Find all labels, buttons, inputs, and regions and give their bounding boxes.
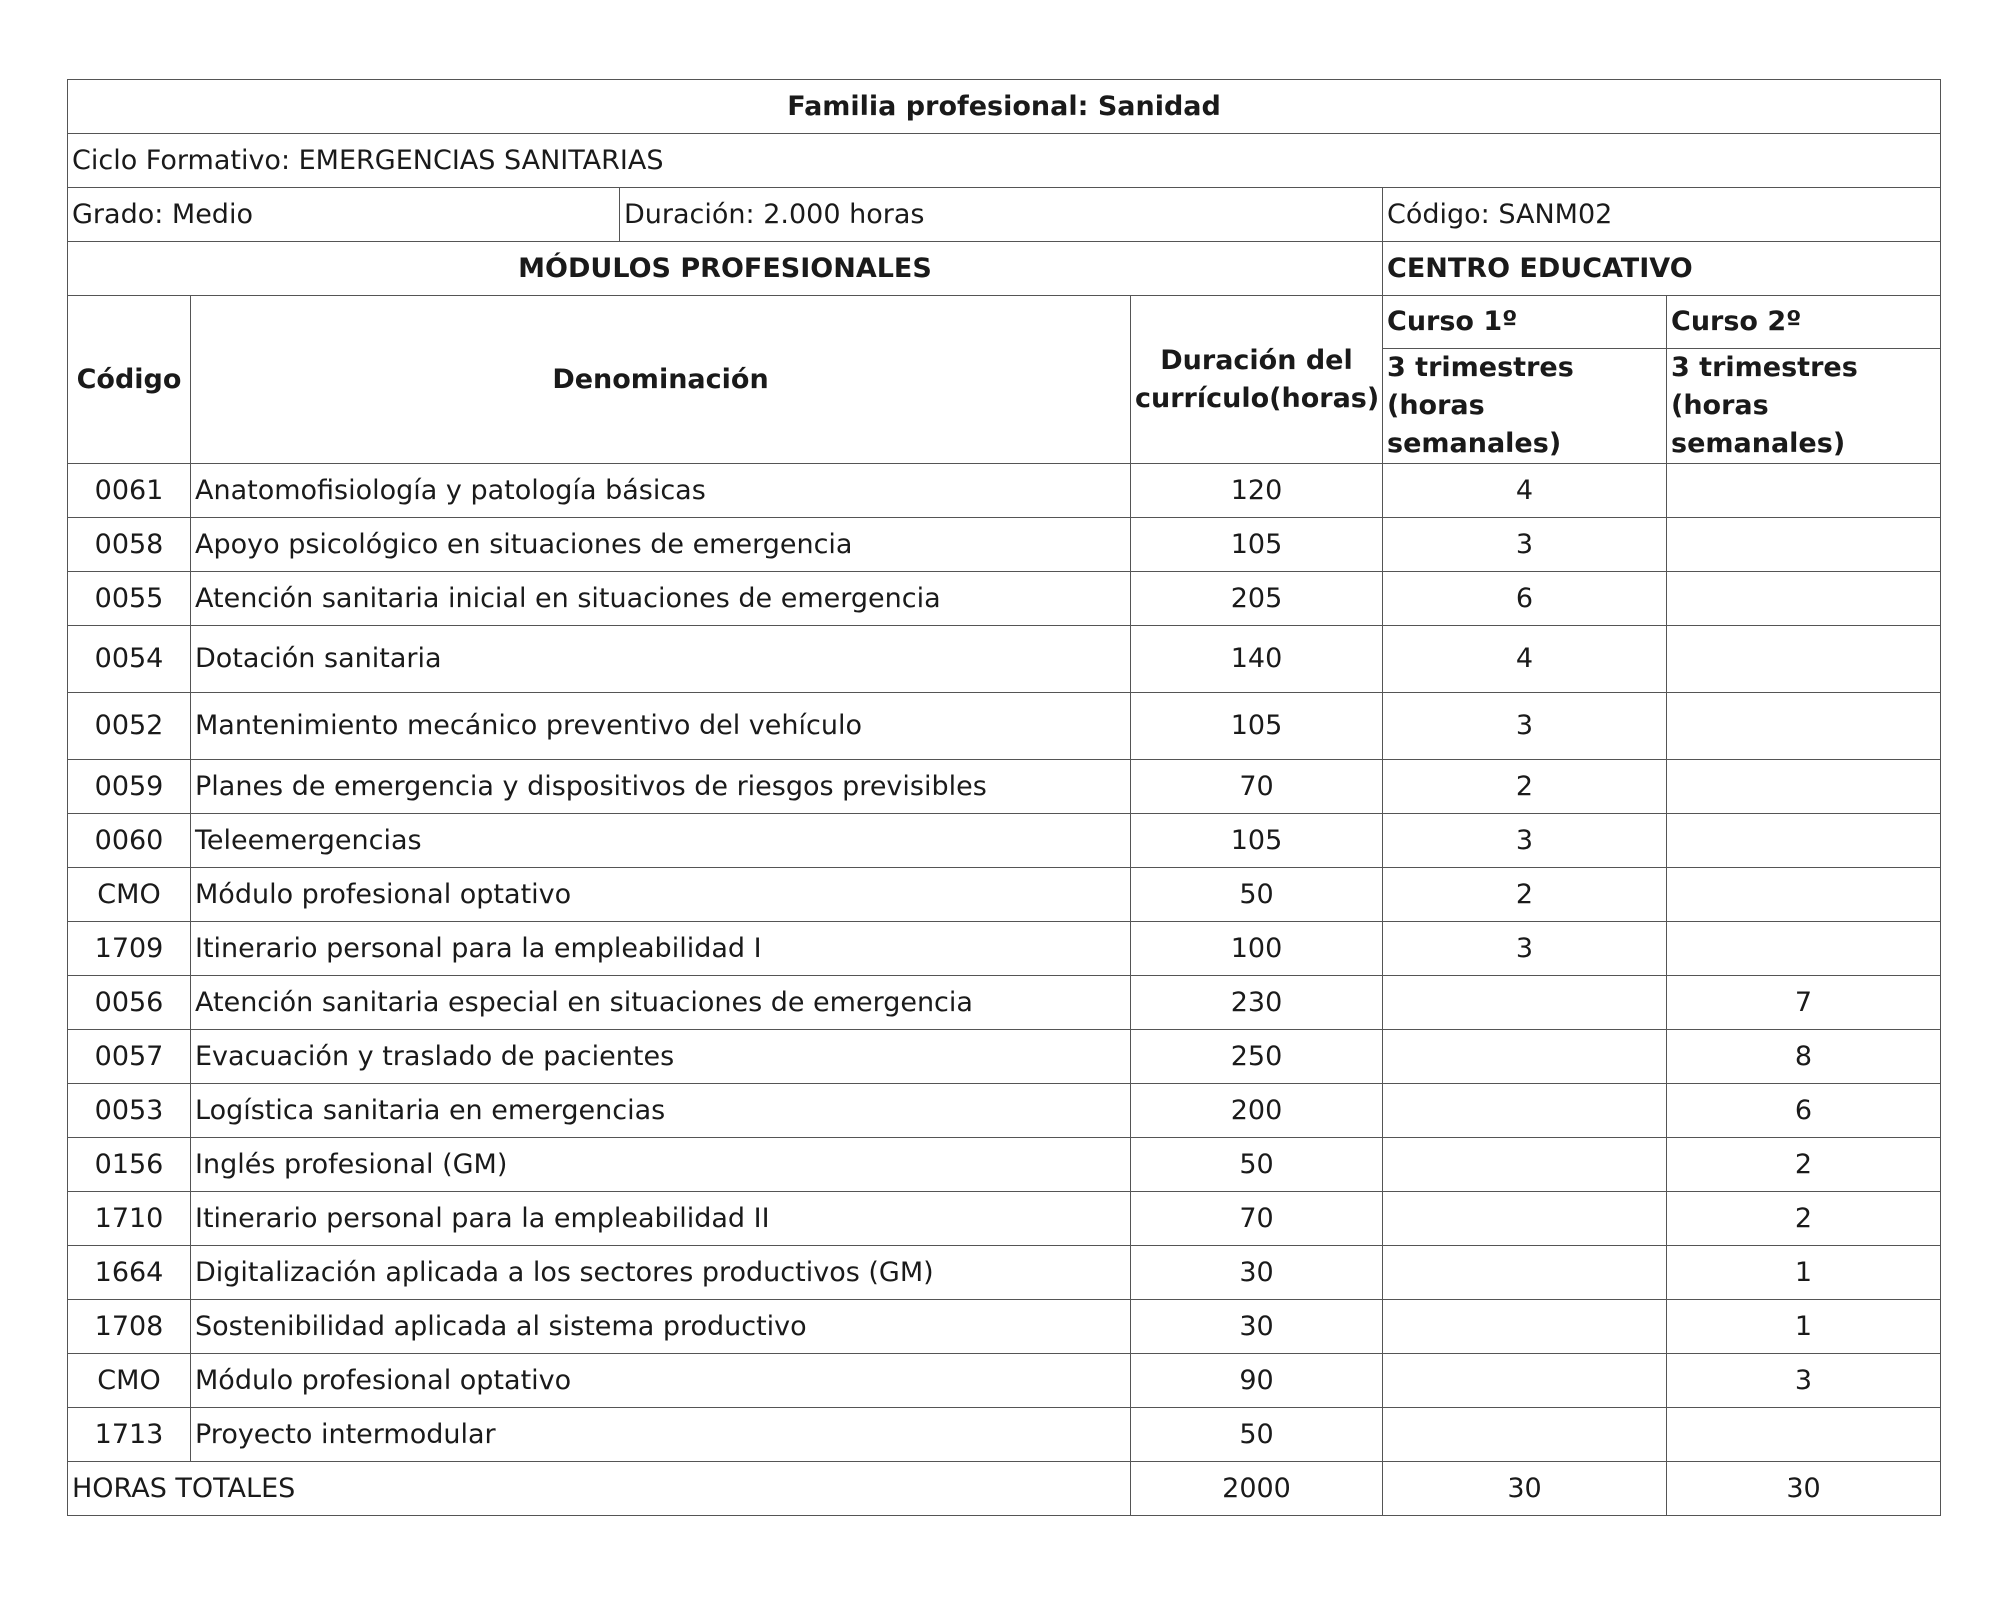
table-row	[68, 464, 1941, 518]
cell-curso2	[1667, 814, 1941, 868]
table-row	[68, 1354, 1941, 1408]
cell-horas: 100	[1131, 922, 1383, 976]
cell-codigo: 1664	[68, 1246, 191, 1300]
cell-curso2	[1667, 922, 1941, 976]
table-row	[68, 1192, 1941, 1246]
cell-codigo: 1709	[68, 922, 191, 976]
ciclo-label: Ciclo Formativo: EMERGENCIAS SANITARIAS	[68, 134, 1941, 188]
table-row	[68, 518, 1941, 572]
col-header-denominacion: Denominación	[191, 296, 1131, 464]
cell-denominacion: Planes de emergencia y dispositivos de riesgos previsibles	[191, 760, 1131, 814]
cell-denominacion: Logística sanitaria en emergencias	[191, 1084, 1131, 1138]
cell-horas: 120	[1131, 464, 1383, 518]
cell-curso1: 4	[1383, 464, 1667, 518]
cell-denominacion: Teleemergencias	[191, 814, 1131, 868]
cell-curso1: 3	[1383, 518, 1667, 572]
col-subheader-curso2: 3 trimestres (horas semanales)	[1667, 349, 1941, 464]
cell-horas: 30	[1131, 1246, 1383, 1300]
cell-curso2	[1667, 760, 1941, 814]
cell-denominacion: Itinerario personal para la empleabilidad II	[191, 1192, 1131, 1246]
cell-curso2	[1667, 868, 1941, 922]
cell-curso1	[1383, 1300, 1667, 1354]
cell-codigo: 0055	[68, 572, 191, 626]
cell-curso2: 6	[1667, 1084, 1941, 1138]
cell-denominacion: Atención sanitaria inicial en situaciones de emergencia	[191, 572, 1131, 626]
grado-label: Grado: Medio	[68, 188, 620, 242]
cell-denominacion: Evacuación y traslado de pacientes	[191, 1030, 1131, 1084]
cell-codigo: 0057	[68, 1030, 191, 1084]
cell-horas: 105	[1131, 693, 1383, 760]
cell-curso1: 6	[1383, 572, 1667, 626]
cell-curso1: 3	[1383, 693, 1667, 760]
table-row	[68, 868, 1941, 922]
cell-horas: 70	[1131, 1192, 1383, 1246]
centro-heading: CENTRO EDUCATIVO	[1383, 242, 1941, 296]
cell-codigo: 0058	[68, 518, 191, 572]
table-row	[68, 1300, 1941, 1354]
col-header-duracion: Duración del currículo(horas)	[1131, 296, 1383, 464]
cell-horas: 50	[1131, 868, 1383, 922]
cell-horas: 200	[1131, 1084, 1383, 1138]
table-row	[68, 814, 1941, 868]
cell-denominacion: Apoyo psicológico en situaciones de emergencia	[191, 518, 1131, 572]
cell-curso2: 3	[1667, 1354, 1941, 1408]
cell-denominacion: Dotación sanitaria	[191, 626, 1131, 693]
cell-curso1	[1383, 1084, 1667, 1138]
cell-codigo: CMO	[68, 868, 191, 922]
totals-label: HORAS TOTALES	[68, 1462, 1131, 1516]
table-row	[68, 1138, 1941, 1192]
totals-row	[68, 1462, 1941, 1516]
cell-curso1: 3	[1383, 922, 1667, 976]
table-row	[68, 922, 1941, 976]
cell-denominacion: Sostenibilidad aplicada al sistema productivo	[191, 1300, 1131, 1354]
codigo-label: Código: SANM02	[1383, 188, 1941, 242]
cell-curso1	[1383, 1246, 1667, 1300]
cell-denominacion: Inglés profesional (GM)	[191, 1138, 1131, 1192]
cell-codigo: 0060	[68, 814, 191, 868]
cell-curso2: 1	[1667, 1300, 1941, 1354]
table-row	[68, 572, 1941, 626]
cell-horas: 50	[1131, 1138, 1383, 1192]
cell-denominacion: Itinerario personal para la empleabilidad I	[191, 922, 1131, 976]
cell-codigo: 0059	[68, 760, 191, 814]
cell-curso2	[1667, 572, 1941, 626]
cell-curso1	[1383, 1192, 1667, 1246]
table-row	[68, 1030, 1941, 1084]
cell-curso2	[1667, 626, 1941, 693]
cell-horas: 140	[1131, 626, 1383, 693]
cell-codigo: 0052	[68, 693, 191, 760]
cell-curso2: 8	[1667, 1030, 1941, 1084]
cell-curso2	[1667, 1408, 1941, 1462]
col-header-curso2: Curso 2º	[1667, 296, 1941, 349]
cell-codigo: 1710	[68, 1192, 191, 1246]
table-row	[68, 976, 1941, 1030]
curriculum-table	[67, 79, 1941, 1516]
cell-codigo: 1708	[68, 1300, 191, 1354]
cell-codigo: CMO	[68, 1354, 191, 1408]
table-row	[68, 1408, 1941, 1462]
cell-denominacion: Mantenimiento mecánico preventivo del vehículo	[191, 693, 1131, 760]
cell-curso1: 2	[1383, 868, 1667, 922]
cell-horas: 250	[1131, 1030, 1383, 1084]
cell-curso2	[1667, 518, 1941, 572]
cell-curso2: 7	[1667, 976, 1941, 1030]
cell-horas: 105	[1131, 814, 1383, 868]
cell-curso2: 2	[1667, 1138, 1941, 1192]
cell-horas: 50	[1131, 1408, 1383, 1462]
cell-codigo: 1713	[68, 1408, 191, 1462]
cell-curso1	[1383, 1138, 1667, 1192]
cell-curso2	[1667, 464, 1941, 518]
cell-denominacion: Atención sanitaria especial en situaciones de emergencia	[191, 976, 1131, 1030]
cell-horas: 90	[1131, 1354, 1383, 1408]
cell-codigo: 0061	[68, 464, 191, 518]
totals-curso1: 30	[1383, 1462, 1667, 1516]
cell-codigo: 0056	[68, 976, 191, 1030]
cell-codigo: 0053	[68, 1084, 191, 1138]
cell-curso2: 1	[1667, 1246, 1941, 1300]
cell-denominacion: Módulo profesional optativo	[191, 868, 1131, 922]
cell-curso1	[1383, 1354, 1667, 1408]
cell-curso1: 3	[1383, 814, 1667, 868]
cell-horas: 230	[1131, 976, 1383, 1030]
totals-horas: 2000	[1131, 1462, 1383, 1516]
cell-curso1	[1383, 976, 1667, 1030]
cell-denominacion: Módulo profesional optativo	[191, 1354, 1131, 1408]
totals-curso2: 30	[1667, 1462, 1941, 1516]
cell-curso1	[1383, 1030, 1667, 1084]
table-row	[68, 626, 1941, 693]
familia-heading: Familia profesional: Sanidad	[68, 80, 1941, 134]
cell-horas: 105	[1131, 518, 1383, 572]
cell-denominacion: Proyecto intermodular	[191, 1408, 1131, 1462]
col-header-curso1: Curso 1º	[1383, 296, 1667, 349]
cell-codigo: 0054	[68, 626, 191, 693]
cell-denominacion: Digitalización aplicada a los sectores productivos (GM)	[191, 1246, 1131, 1300]
cell-curso1	[1383, 1408, 1667, 1462]
cell-horas: 70	[1131, 760, 1383, 814]
col-subheader-curso1: 3 trimestres (horas semanales)	[1383, 349, 1667, 464]
duracion-label: Duración: 2.000 horas	[620, 188, 1383, 242]
cell-curso2	[1667, 693, 1941, 760]
table-row	[68, 1246, 1941, 1300]
table-row	[68, 1084, 1941, 1138]
cell-curso1: 2	[1383, 760, 1667, 814]
table-row	[68, 693, 1941, 760]
cell-horas: 30	[1131, 1300, 1383, 1354]
table-row	[68, 760, 1941, 814]
cell-curso1: 4	[1383, 626, 1667, 693]
cell-codigo: 0156	[68, 1138, 191, 1192]
col-header-codigo: Código	[68, 296, 191, 464]
modulos-heading: MÓDULOS PROFESIONALES	[68, 242, 1383, 296]
cell-denominacion: Anatomofisiología y patología básicas	[191, 464, 1131, 518]
cell-curso2: 2	[1667, 1192, 1941, 1246]
cell-horas: 205	[1131, 572, 1383, 626]
